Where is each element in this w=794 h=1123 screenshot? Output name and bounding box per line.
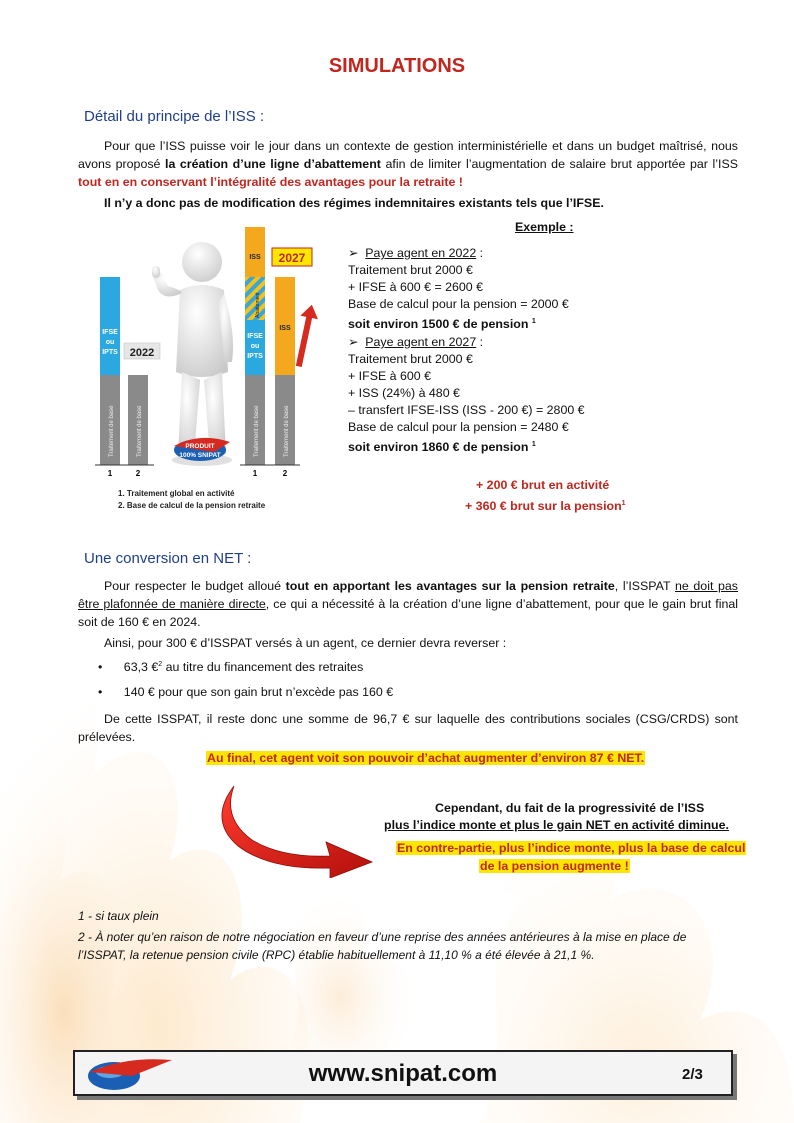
gain-activity: + 200 € brut en activité: [476, 478, 610, 492]
bar-2022-base-1-label: Traitement de base: [109, 405, 115, 457]
net-p1-a: Pour respecter le budget alloué: [104, 579, 286, 593]
footnote-ref-1b: 1: [531, 441, 536, 448]
pay-2027-title-row: ➢ Paye agent en 2027 :: [348, 335, 484, 349]
bar-2027-base-2-label: Traitement de base: [284, 405, 290, 457]
arrow-bullet-icon: ➢: [348, 335, 359, 349]
pay-2022-pension-text: soit environ 1500 € de pension: [348, 317, 529, 332]
pay-2027-line-5: Base de calcul pour la pension = 2480 €: [348, 420, 569, 434]
net-p1-b: tout en apportant les avantages sur la pension retraite: [285, 579, 615, 593]
pay-2027-title: Paye agent en 2027: [365, 335, 477, 349]
pay-2022-line-2: + IFSE à 600 € = 2600 €: [348, 280, 484, 294]
cependant-line-1: Cependant, du fait de la progressivité de l’ISS: [435, 801, 705, 815]
bar-2027-iss-label: ISS: [249, 254, 261, 261]
pay-2027-line-4: – transfert IFSE-ISS (ISS - 200 €) = 2800 €: [348, 403, 585, 417]
note-1: 1 - si taux plein: [78, 909, 159, 923]
bullet-1-value: 63,3 €: [123, 660, 159, 674]
axis-left-2: 2: [135, 469, 141, 478]
contre-partie-text-1: En contre-partie, plus l’indice monte, plus la base de calcul: [397, 841, 746, 855]
iss-intro-text-a: Pour que l’ISS puisse voir le jour dans un contexte de gestion interministérielle et dans un budget maîtrisé, nous avons proposé: [78, 139, 738, 171]
note-2-line-2: l’ISSPAT, la retenue pension civile (RPC) établie habituellement à 11,10 % a été élevée à 21,1 %.: [78, 948, 595, 962]
page-number: 2/3: [682, 1066, 703, 1083]
arrow-bullet-icon: ➢: [348, 246, 359, 260]
gain-pension: [465, 499, 626, 513]
thumbs-up-figure: [152, 242, 233, 466]
label-2027: 2027: [278, 251, 306, 265]
bar-2027-ifse-label-1: IFSE: [247, 333, 263, 340]
bar-2022-ifse: [100, 277, 120, 375]
footnote-ref-1a: 1: [531, 318, 536, 325]
contre-partie-text-2: de la pension augmente !: [480, 859, 629, 873]
pay-2027-pension-text: soit environ 1860 € de pension: [348, 440, 529, 455]
legend-1: 1. Traitement global en activité: [118, 489, 235, 498]
example-heading-text: Exemple :: [515, 220, 574, 234]
bar-2027-base-1-label: Traitement de base: [254, 405, 260, 457]
legend-2: 2. Base de calcul de la pension retraite: [118, 501, 266, 510]
net-p1-e: , ce qui a nécessité à la création d’une ligne d’abattement, pour que le gain brut final soit de 160 € en 2024.: [78, 597, 738, 629]
cependant-line-2: plus l’indice monte et plus le gain NET en activité diminue.: [384, 818, 729, 832]
bullet-item-1: [98, 660, 363, 674]
bullet-1-rest: au titre du financement des retraites: [162, 660, 364, 674]
gain-pension-text: + 360 € brut sur la pension: [465, 499, 622, 513]
pay-2027-line-1: Traitement brut 2000 €: [348, 352, 473, 366]
bar-2027-ifse-label-2: ou: [250, 343, 260, 350]
net-p1-d: ne doit pas être plafonnée de manière directe: [78, 579, 739, 611]
bar-2022-ifse-label-1: IFSE: [102, 329, 118, 336]
iss-intro-text-d: tout en en conservant l’intégralité des avantages pour la retraite !: [78, 175, 463, 189]
pay-2022-line-3: Base de calcul pour la pension = 2000 €: [348, 297, 569, 311]
example-heading: [515, 220, 574, 234]
pay-2022-pension: [348, 313, 536, 334]
no-change-statement: Il n’y a donc pas de modification des régimes indemnitaires existants tels que l’IFSE.: [104, 196, 604, 210]
bullet-2-text: 140 € pour que son gain brut n’excède pas 160 €: [123, 685, 394, 699]
page-title: SIMULATIONS: [328, 55, 466, 77]
badge-line-1: PRODUIT: [185, 443, 215, 450]
footer-website-link[interactable]: www.snipat.com: [308, 1060, 498, 1087]
axis-left-1: 1: [107, 469, 113, 478]
bar-2022-ifse-label-2: ou: [105, 339, 115, 346]
bar-2027-abattement-label: Abattement: [255, 292, 261, 318]
badge-line-2: 100% SNIPAT: [179, 452, 221, 459]
bar-2027-pension-iss-label: ISS: [279, 325, 291, 332]
bar-2027-iss: [245, 227, 265, 277]
net-paragraph-1: [78, 577, 738, 631]
iss-intro-text-c: afin de limiter l’augmentation de salaire brut apportée par l’ISS: [380, 157, 738, 171]
bullet-dot-icon: •: [98, 685, 103, 699]
footnote-ref-1c: 1: [621, 499, 626, 507]
iss-intro-text-b: la création d’une ligne d’abattement: [165, 157, 381, 171]
net-paragraph-2: Ainsi, pour 300 € d’ISSPAT versés à un agent, ce dernier devra reverser :: [104, 636, 507, 650]
pay-2027-line-2: + IFSE à 600 €: [348, 369, 432, 383]
bullet-dot-icon: •: [98, 660, 103, 674]
net-paragraph-3: De cette ISSPAT, il reste donc une somme de 96,7 € sur laquelle des contributions sociales (CSG/CRDS) sont prélevées.: [78, 712, 738, 744]
section-heading-net: Une conversion en NET :: [84, 550, 252, 567]
pay-2022-title: Paye agent en 2022: [365, 246, 477, 260]
bar-2027-ifse-label-3: IPTS: [247, 353, 263, 360]
axis-right-1: 1: [252, 469, 258, 478]
pay-2027-pension: [348, 436, 536, 457]
final-highlight-text: Au final, cet agent voit son pouvoir d’achat augmenter d’environ 87 € NET.: [207, 751, 645, 765]
bar-2022-ifse-label-3: IPTS: [102, 349, 118, 356]
curved-red-arrow-icon: [212, 778, 382, 878]
section-heading-iss: Détail du principe de l’ISS :: [84, 108, 265, 125]
pay-2022-line-1: Traitement brut 2000 €: [348, 263, 473, 277]
label-2022: 2022: [129, 347, 155, 359]
bullet-item-2: [98, 685, 393, 699]
contre-partie-line-2: [479, 859, 630, 873]
note-2-line-1: 2 - À noter qu’en raison de notre négociation en faveur d’une reprise des années antérieures à la mise en place de: [78, 930, 687, 944]
iss-intro-paragraph: [78, 137, 738, 191]
contre-partie-line-1: [396, 841, 746, 855]
final-highlight: [206, 751, 645, 765]
salary-structure-chart: [90, 222, 330, 522]
bar-2022-base-2-label: Traitement de base: [137, 405, 143, 457]
net-p1-c: , l’ISSPAT: [614, 579, 675, 593]
footnote-ref-2: 2: [158, 660, 163, 668]
pay-2027-line-3: + ISS (24%) à 480 €: [348, 386, 460, 400]
axis-right-2: 2: [282, 469, 288, 478]
pay-2022-title-row: ➢ Paye agent en 2022 :: [348, 246, 484, 260]
